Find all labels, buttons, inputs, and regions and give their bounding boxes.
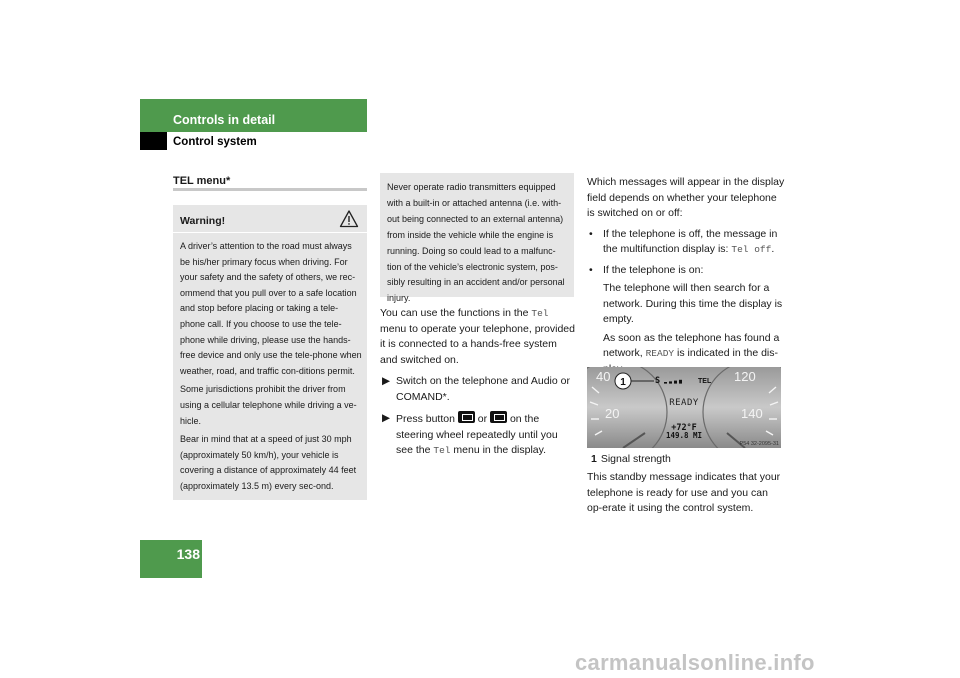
signal-strength-label: S bbox=[655, 376, 661, 386]
previous-display-button-icon bbox=[490, 411, 507, 423]
gauge-label: 20 bbox=[605, 406, 620, 421]
step-item bbox=[380, 411, 576, 459]
bullet-dot-icon: • bbox=[589, 227, 593, 240]
step-text: Press button bbox=[396, 413, 458, 425]
warning-text bbox=[180, 239, 363, 498]
footer-band bbox=[0, 648, 960, 678]
next-display-button-icon bbox=[458, 411, 475, 423]
temperature-display: +72°F bbox=[671, 423, 697, 433]
bullet-text: If the telephone is off, the message in the multifunction display is: bbox=[603, 227, 778, 255]
warning-title: Warning! bbox=[180, 215, 226, 227]
caption-number: 1 bbox=[591, 453, 597, 465]
figure-caption bbox=[591, 453, 671, 465]
instructions-column bbox=[380, 306, 576, 459]
bullet-text: . bbox=[771, 243, 775, 255]
intro-text: You can use the functions in the bbox=[380, 307, 532, 319]
bullet-dot-icon: • bbox=[589, 263, 593, 276]
bullet-text: If the telephone is on: bbox=[603, 263, 704, 276]
section-subtitle: Control system bbox=[173, 136, 257, 148]
note-text: Never operate radio transmitters equipped with a built-in or attached antenna (i.e. with-out being connected to an external antenna) from inside the vehicle while the engine is running. Doing so could lead to a malfunc-tion of the vehicle’s electronic system, pos-sibly resulting in an accident and/or personal injury. bbox=[387, 182, 565, 304]
gauge-label: 140 bbox=[741, 406, 763, 421]
chapter-title: Controls in detail bbox=[173, 113, 276, 127]
ready-display: READY bbox=[669, 398, 699, 408]
messages-intro: Which messages will appear in the display field depends on whether your telephone is switched on or off: bbox=[587, 176, 785, 219]
tel-off-message: Tel off bbox=[731, 244, 772, 255]
watermark: carmanualsonline.info bbox=[575, 650, 815, 675]
arrow-bullet-icon: ▶ bbox=[382, 375, 391, 387]
step-text: menu in the display. bbox=[450, 444, 547, 456]
tel-menu-label: Tel bbox=[433, 445, 451, 456]
gauge-label: 40 bbox=[596, 369, 611, 384]
intro-paragraph bbox=[380, 306, 576, 368]
header-marker bbox=[140, 132, 167, 150]
warning-paragraph: Some jurisdictions prohibit the driver from using a cellular telephone while driving a ve-hicle. bbox=[180, 384, 357, 426]
warning-paragraph: Bear in mind that at a speed of just 30 mph (approximately 50 km/h), your vehicle is covering a distance of approximately 44 feet (approximately 13.5 m) every sec-ond. bbox=[180, 434, 357, 491]
bullet-subtext-part: As soon as the telephone has found a network, bbox=[603, 331, 780, 359]
section-title: TEL menu* bbox=[173, 175, 231, 187]
caption-text: Signal strength bbox=[600, 453, 671, 465]
section-divider bbox=[173, 188, 367, 191]
intro-text: menu to operate your telephone, provided it is connected to a hands-free system and switched on. bbox=[380, 322, 575, 366]
odometer-display: 149.8 MI bbox=[665, 431, 703, 440]
warning-paragraph: A driver’s attention to the road must always be his/her primary focus when driving. For your safety and the safety of others, we rec-ommend that you pull over to a safe location and stop before placing or taking a tele-phone call. If you choose to use the tele-phone while driving, please use the hands-free device and only use the tele-phone when weather, road, and traffic con-ditions permit. bbox=[180, 241, 362, 376]
page-number: 138 bbox=[176, 546, 200, 562]
bullet-subtext: The telephone will then search for a network. During this time the display is empty. bbox=[603, 282, 783, 325]
callout-number: 1 bbox=[620, 377, 626, 388]
messages-column bbox=[587, 175, 785, 377]
bullet-item bbox=[587, 263, 785, 279]
figure-reference: P54 32-2095-31 bbox=[739, 441, 779, 447]
gauge-label: 120 bbox=[734, 369, 756, 384]
step-text: or bbox=[474, 413, 491, 425]
bullet-subtext-part: is indicated in the dis- bbox=[677, 347, 779, 359]
instrument-cluster-image bbox=[587, 367, 781, 448]
step-text: Switch on the telephone and Audio or COMAND*. bbox=[396, 375, 570, 403]
warning-triangle-icon bbox=[339, 209, 359, 229]
arrow-bullet-icon: ▶ bbox=[382, 412, 391, 424]
step-item bbox=[380, 374, 576, 405]
ready-message: READY bbox=[645, 348, 675, 359]
tel-menu-label: Tel bbox=[531, 308, 549, 319]
step-text: on the steering wheel repeatedly until you see the bbox=[396, 413, 558, 456]
tel-indicator: TEL bbox=[698, 378, 712, 385]
standby-paragraph: This standby message indicates that your telephone is ready for use and you can op-erate it using the control system. bbox=[587, 471, 781, 514]
warning-divider bbox=[173, 232, 367, 233]
bullet-item bbox=[587, 227, 785, 258]
